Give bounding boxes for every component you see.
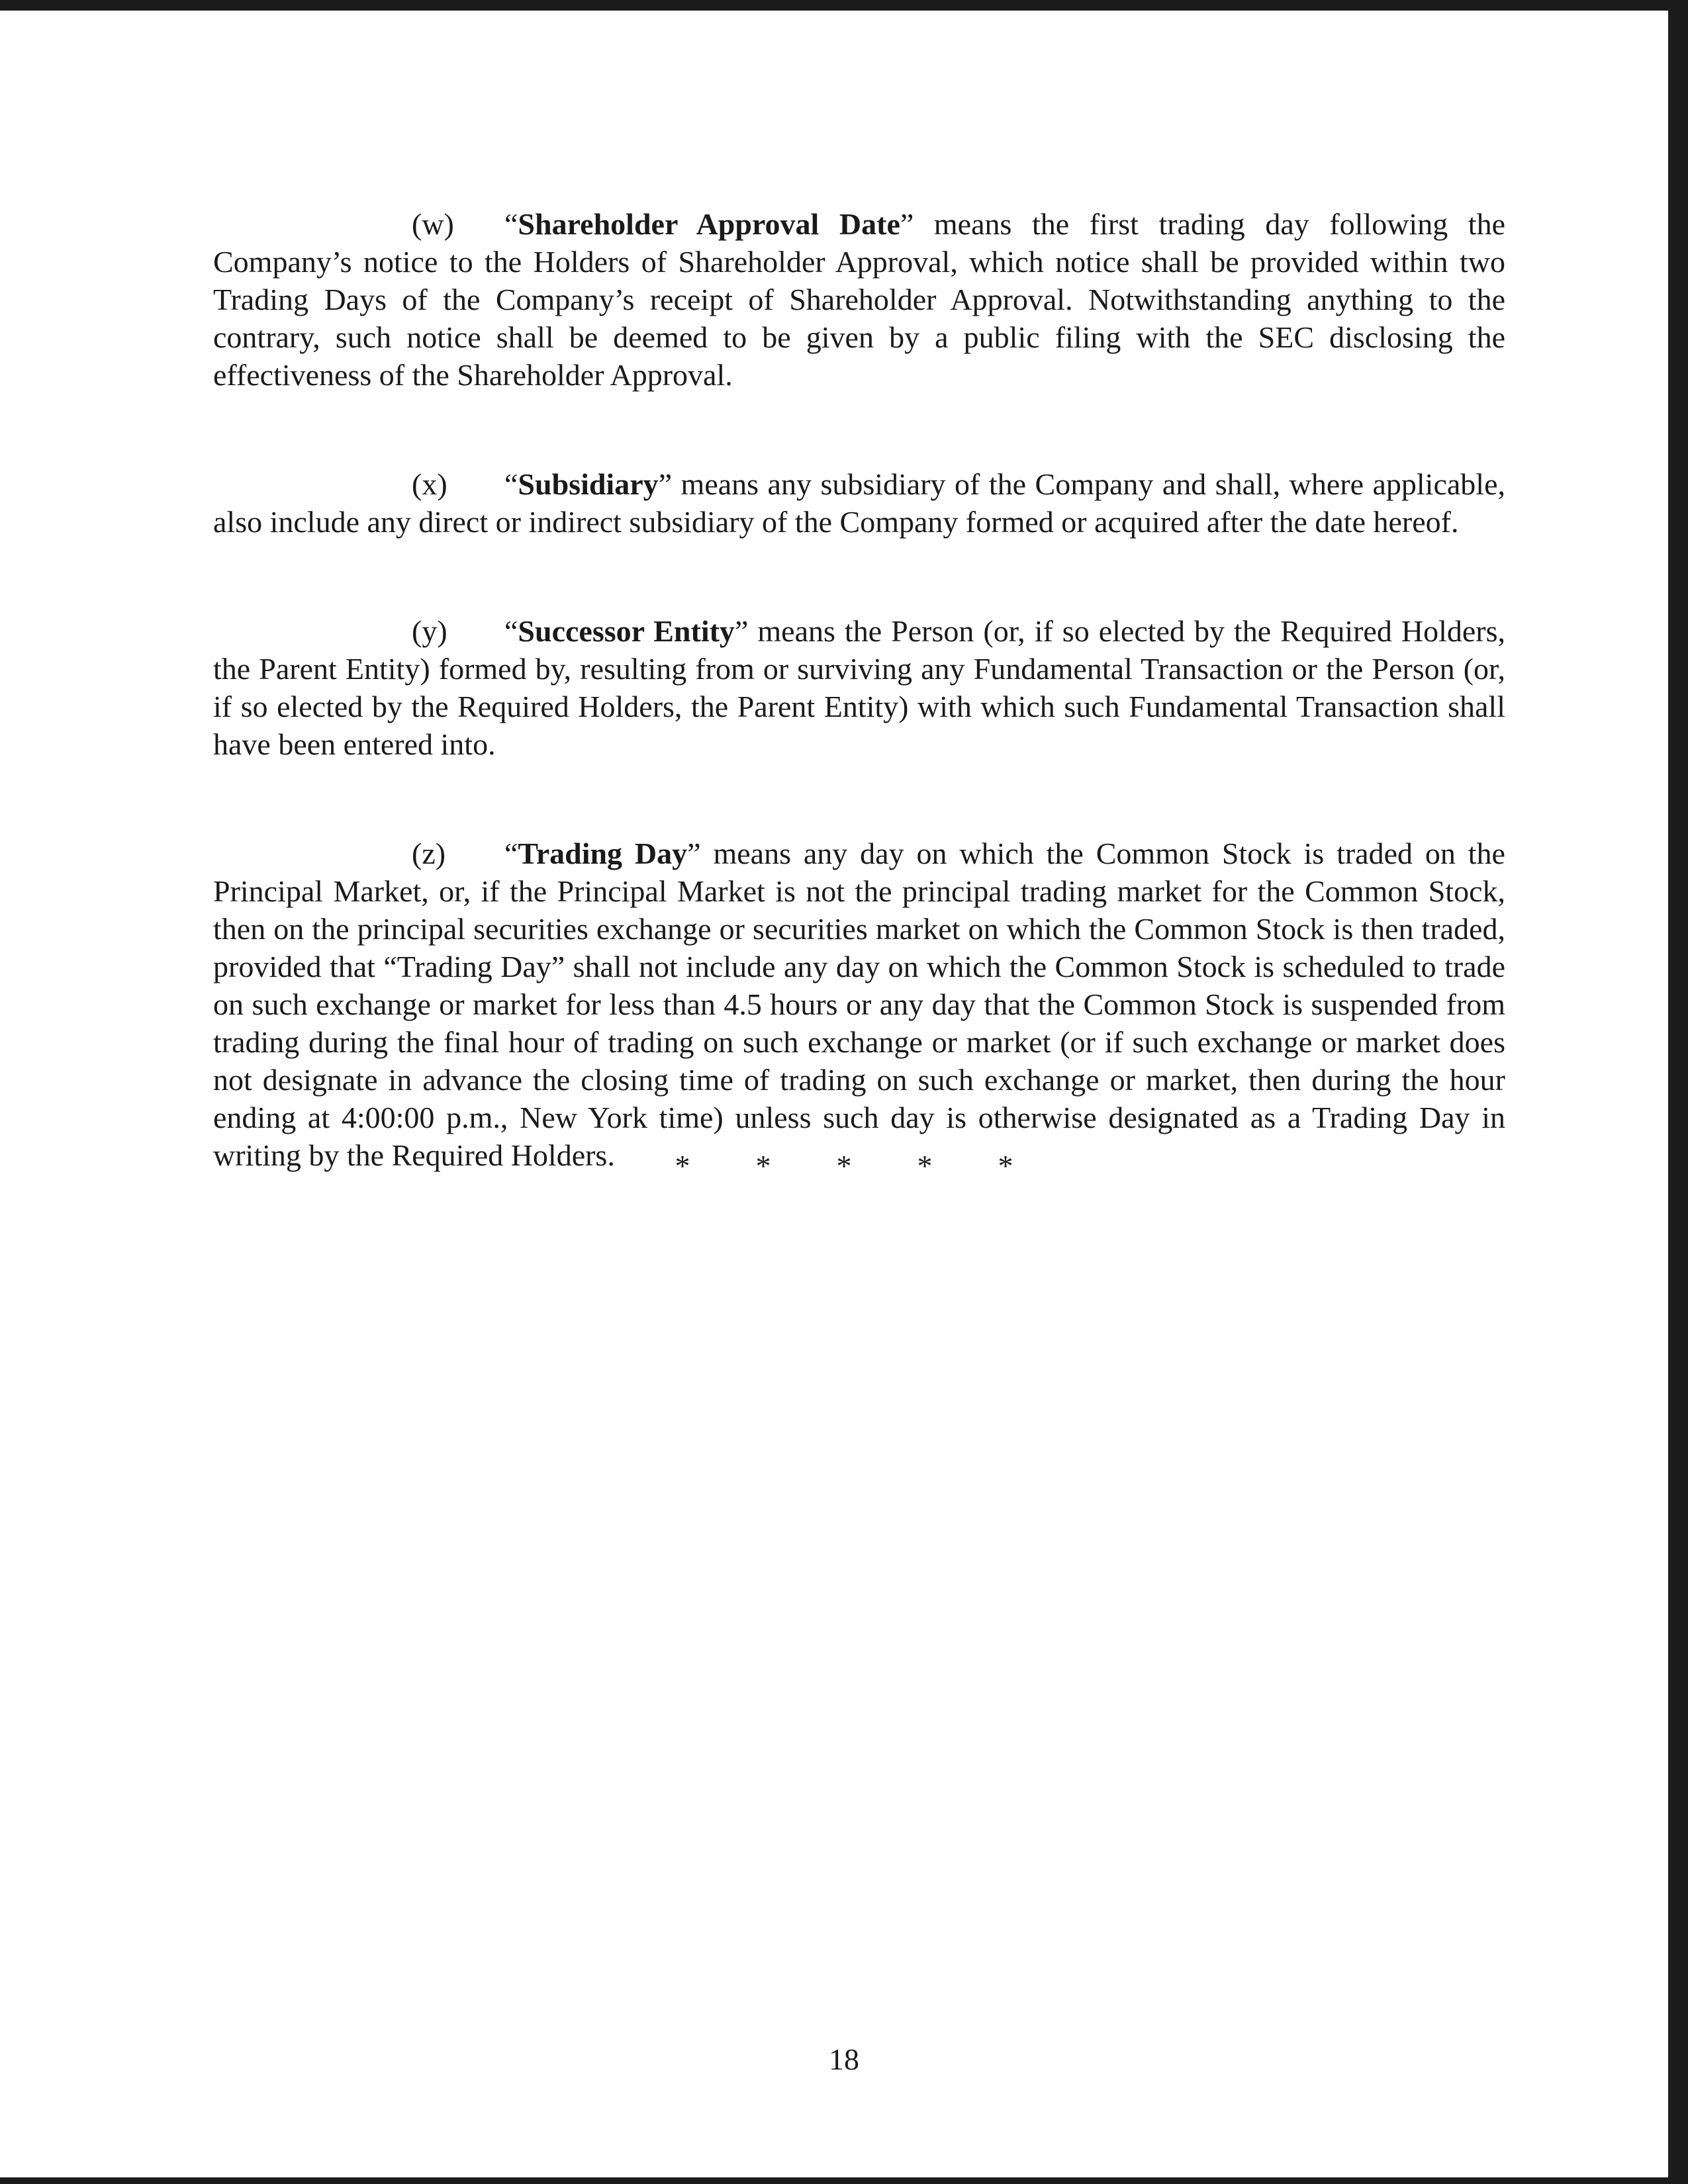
defined-term: Trading Day (518, 837, 688, 870)
asterisk: * (755, 1149, 771, 1183)
definition-text: means any day on which the Common Stock is traded on the Principal Market, or, if the Principal Market is not the principal trading market for the Common Stock, then on the principal securities exchange or securities market on which the Common Stock is then traded, provided that “Trading Day” shall not include any day on which the Common Stock is scheduled to trade on such exchange or market for less than 4.5 hours or any day that the Common Stock is suspended from trading during the final hour of trading on such exchange or market (or if such exchange or market does not designate in advance the closing time of trading on such exchange or market, then during the hour ending at 4:00:00 p.m., New York time) unless such day is otherwise designated as a Trading Day in writing by the Required Holders. (213, 837, 1505, 1172)
definition-text: means any subsidiary of the Company and shall, where applicable, also include any direct or indirect subsidiary of the Company formed or acquired after the date hereof. (213, 467, 1505, 539)
defined-term: Shareholder Approval Date (518, 207, 900, 241)
definition-paragraph-w (213, 205, 1505, 394)
paragraph-label: (z) (412, 837, 446, 870)
page-number: 18 (829, 2042, 859, 2076)
open-quote: “ (504, 614, 518, 648)
scan-border-right (1668, 0, 1688, 2184)
definition-text: means the first trading day following the Company’s notice to the Holders of Shareholder Approval, which notice shall be provided within two Trading Days of the Company’s receipt of Shareholder Approval. Notwithstanding anything to the contrary, such notice shall be deemed to be given by a public filing with the SEC disclosing the effectiveness of the Shareholder Approval. (213, 207, 1505, 392)
definition-text: means the Person (or, if so elected by the Required Holders, the Parent Entity) formed by, resulting from or surviving any Fundamental Transaction or the Person (or, if so elected by the Required Holders, the Parent Entity) with which such Fundamental Transaction shall have been entered into. (213, 614, 1505, 761)
defined-term: Successor Entity (518, 614, 735, 648)
open-quote: “ (504, 837, 518, 870)
defined-term: Subsidiary (518, 467, 659, 501)
document-body (213, 205, 1505, 1246)
asterisk: * (917, 1149, 933, 1183)
open-quote: “ (504, 207, 518, 241)
close-quote: ” (658, 467, 673, 501)
paragraph-label: (y) (412, 614, 447, 648)
definition-paragraph-y (213, 612, 1505, 763)
paragraph-label: (w) (412, 207, 454, 241)
definition-paragraph-x (213, 465, 1505, 541)
asterisk: * (998, 1149, 1013, 1183)
scan-border-top (0, 0, 1688, 11)
open-quote: “ (504, 467, 518, 501)
scan-border-bottom (0, 2177, 1688, 2184)
definition-paragraph-z (213, 835, 1505, 1174)
paragraph-label: (x) (412, 467, 447, 501)
close-quote: ” (734, 614, 749, 648)
asterisk: * (836, 1149, 852, 1183)
close-quote: ” (900, 207, 914, 241)
section-break-asterisks (0, 1148, 1688, 1183)
asterisk: * (675, 1149, 690, 1183)
close-quote: ” (687, 837, 701, 870)
